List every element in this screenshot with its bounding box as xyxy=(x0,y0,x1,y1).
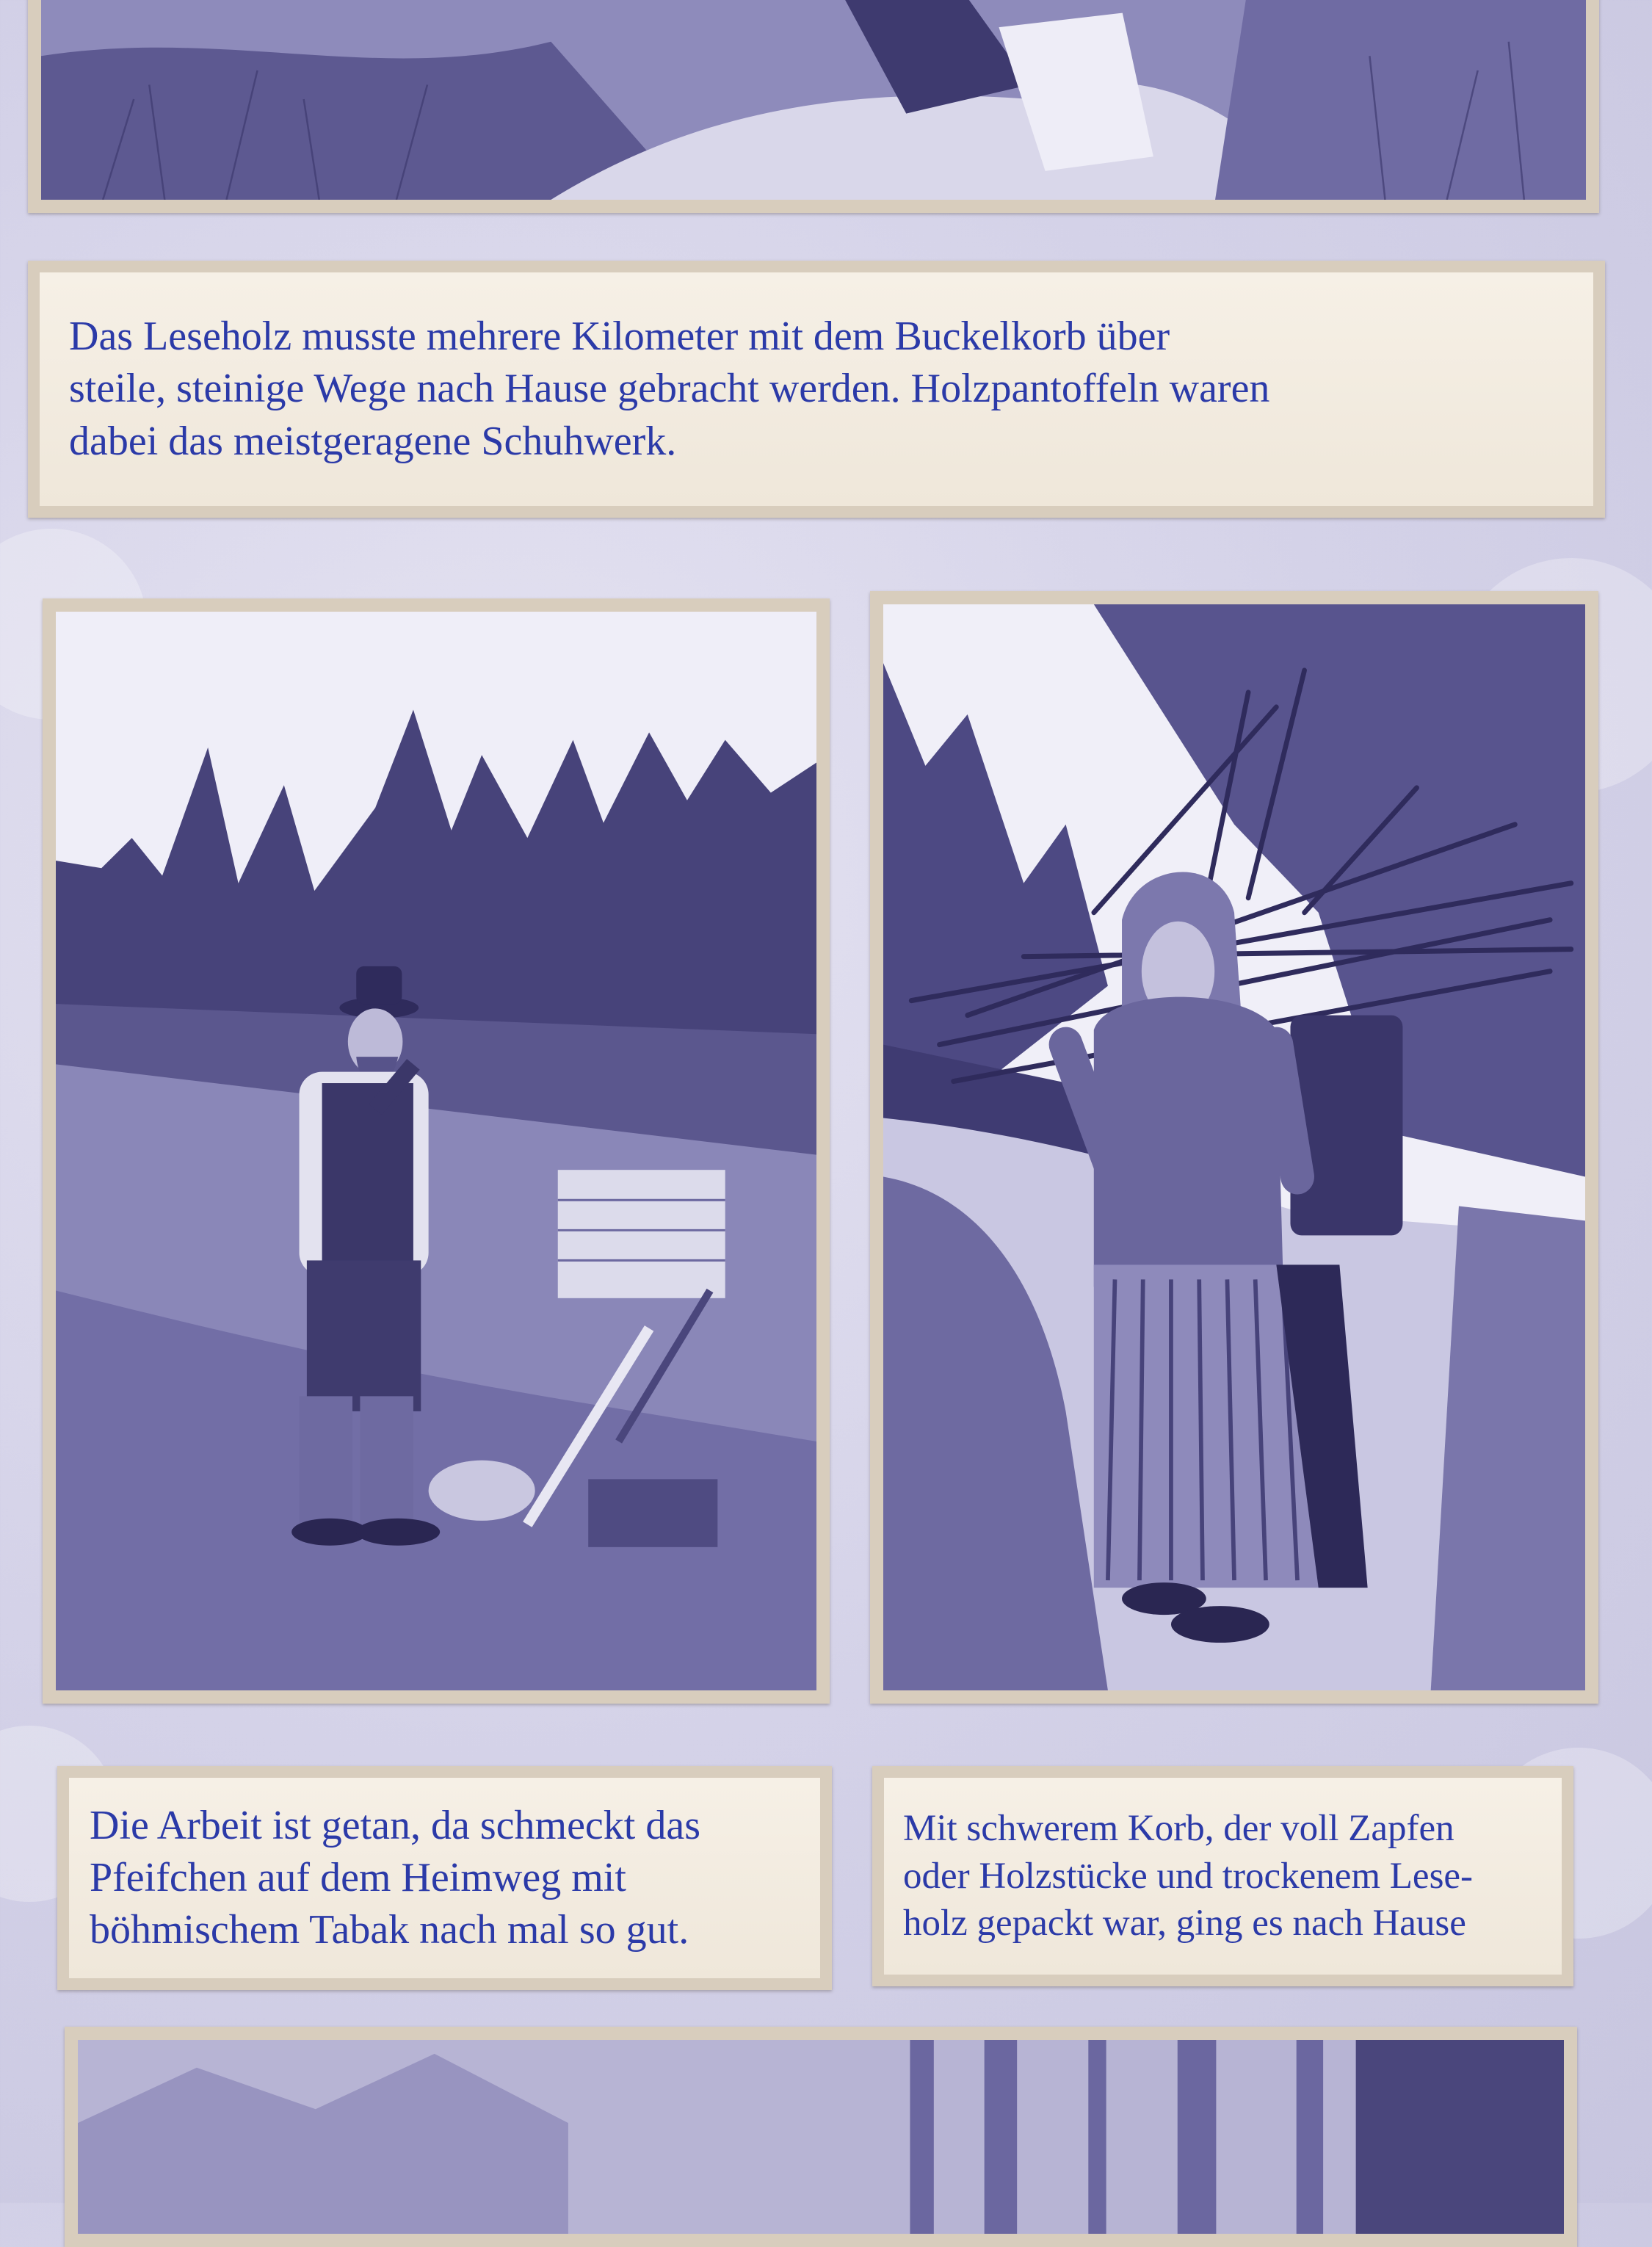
photo-frame-bottom xyxy=(65,2027,1577,2247)
caption-top-text: Das Leseholz musste mehrere Kilometer mit dem Buckelkorb über steile, steinige Wege nach Hause gebracht werden. Holzpantoffeln waren dabei das meistgeragene Schuhwerk. xyxy=(69,314,1270,464)
photo-forest xyxy=(78,2040,1564,2234)
caption-top-panel xyxy=(40,272,1593,506)
photo-frame-top xyxy=(28,0,1599,213)
caption-right-panel xyxy=(884,1778,1562,1975)
caption-left-box xyxy=(57,1766,832,1990)
photo-path-grass xyxy=(41,0,1586,200)
caption-right-text: Mit schwerem Korb, der voll Zapfen oder Holzstücke und trockenem Lese- holz gepackt war, ging es nach Hause xyxy=(903,1807,1474,1944)
caption-left-panel xyxy=(69,1778,820,1978)
photo-frame-right xyxy=(870,591,1598,1704)
caption-top-box xyxy=(28,261,1605,518)
photo-woodcutter-with-pipe xyxy=(56,612,816,1690)
photo-woman-carrying-firewood xyxy=(883,604,1585,1690)
caption-right-box xyxy=(872,1766,1573,1986)
photo-frame-left xyxy=(43,598,830,1704)
caption-left-text: Die Arbeit ist getan, da schmeckt das Pfeifchen auf dem Heimweg mit böhmischem Tabak nach mal so gut. xyxy=(90,1802,700,1953)
